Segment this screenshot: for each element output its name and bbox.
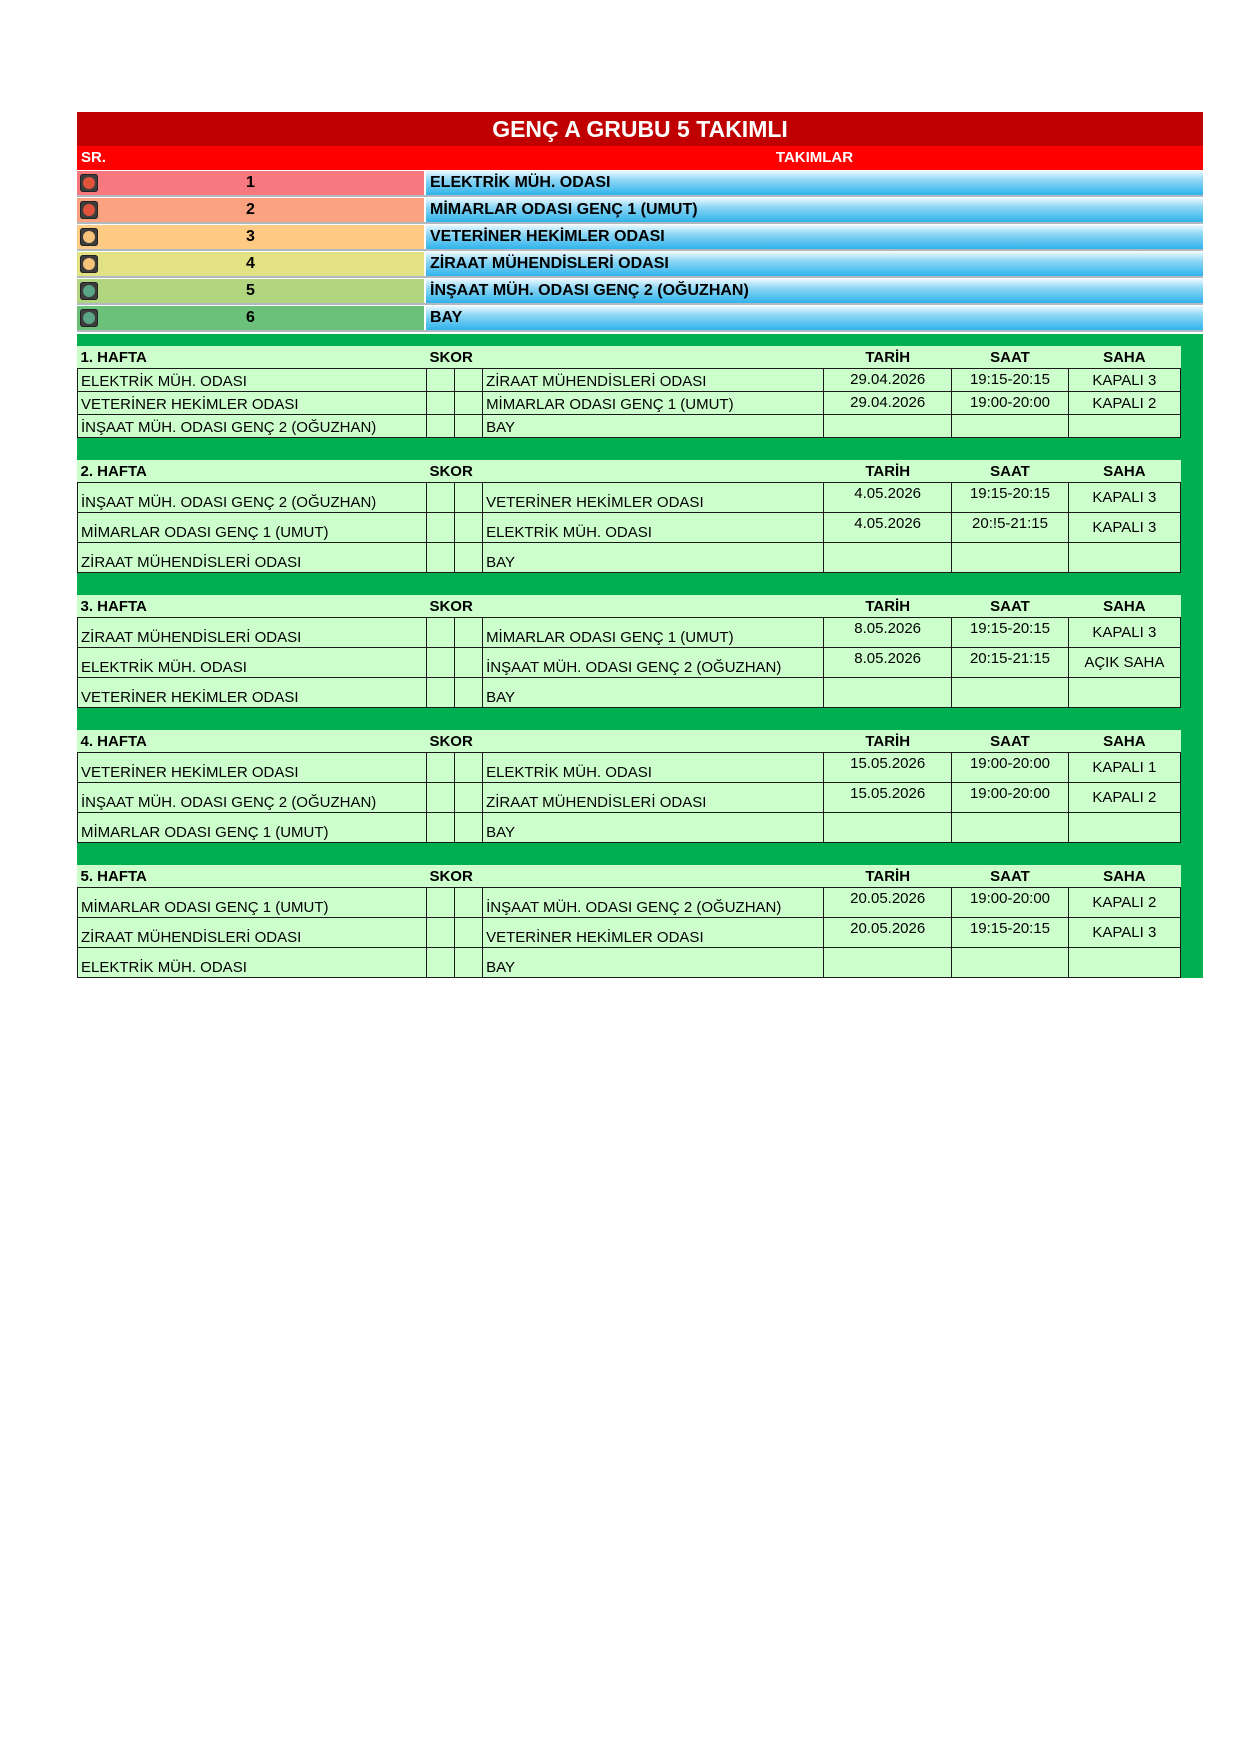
- home-team: İNŞAAT MÜH. ODASI GENÇ 2 (OĞUZHAN): [78, 415, 427, 438]
- teams-list: [77, 170, 1203, 332]
- date-header: TARİH: [865, 462, 911, 480]
- time-header: SAAT: [990, 597, 1030, 615]
- team-number: 1: [246, 174, 255, 191]
- fixture-schedule: [77, 334, 1203, 978]
- week-label: 5. HAFTA: [80, 867, 147, 885]
- team-number-cell: [77, 279, 424, 303]
- match-row: [78, 648, 1181, 678]
- match-time: 19:15-20:15: [952, 618, 1068, 648]
- away-team: BAY: [483, 415, 824, 438]
- match-date: 29.04.2026: [824, 369, 952, 392]
- week-block: [77, 346, 1181, 438]
- match-row: [78, 543, 1181, 573]
- away-team: BAY: [483, 543, 824, 573]
- match-row: [78, 948, 1181, 978]
- home-team: ZİRAAT MÜHENDİSLERİ ODASI: [78, 618, 427, 648]
- match-field: KAPALI 2: [1068, 392, 1180, 415]
- fixture-table: [77, 595, 1181, 708]
- date-header: TARİH: [865, 867, 911, 885]
- field-header: SAHA: [1103, 462, 1146, 480]
- match-row: [78, 513, 1181, 543]
- week-header-row: [78, 346, 1181, 369]
- team-row: [77, 278, 1203, 305]
- home-score-cell[interactable]: [426, 513, 454, 543]
- match-time: [952, 415, 1068, 438]
- fixture-table: [77, 730, 1181, 843]
- match-field: KAPALI 2: [1068, 888, 1180, 918]
- home-team: VETERİNER HEKİMLER ODASI: [78, 678, 427, 708]
- away-team: BAY: [483, 813, 824, 843]
- match-date: 15.05.2026: [824, 753, 952, 783]
- away-team: BAY: [483, 948, 824, 978]
- match-date: 29.04.2026: [824, 392, 952, 415]
- team-row: [77, 197, 1203, 224]
- match-date: [824, 543, 952, 573]
- spreadsheet-page: [77, 112, 1203, 978]
- team-number-cell: [77, 198, 424, 222]
- match-field: KAPALI 3: [1068, 918, 1180, 948]
- away-team: İNŞAAT MÜH. ODASI GENÇ 2 (OĞUZHAN): [483, 888, 824, 918]
- match-row: [78, 813, 1181, 843]
- match-time: [952, 678, 1068, 708]
- away-score-cell[interactable]: [455, 753, 483, 783]
- home-team: MİMARLAR ODASI GENÇ 1 (UMUT): [78, 813, 427, 843]
- score-header: SKOR: [429, 867, 473, 885]
- match-row: [78, 483, 1181, 513]
- match-field: KAPALI 3: [1068, 618, 1180, 648]
- away-score-cell[interactable]: [455, 813, 483, 843]
- match-row: [78, 415, 1181, 438]
- match-row: [78, 618, 1181, 648]
- away-team: ELEKTRİK MÜH. ODASI: [483, 753, 824, 783]
- match-field: [1068, 415, 1180, 438]
- away-score-cell[interactable]: [455, 392, 483, 415]
- away-score-cell[interactable]: [455, 948, 483, 978]
- match-time: [952, 543, 1068, 573]
- home-score-cell[interactable]: [426, 918, 454, 948]
- team-number-cell: [77, 252, 424, 276]
- team-number: 5: [246, 282, 255, 299]
- match-time: [952, 813, 1068, 843]
- home-score-cell[interactable]: [426, 648, 454, 678]
- fixture-table: [77, 346, 1181, 438]
- away-team: ZİRAAT MÜHENDİSLERİ ODASI: [483, 369, 824, 392]
- teams-column-header: TAKIMLAR: [775, 149, 854, 166]
- team-row: [77, 251, 1203, 278]
- home-team: VETERİNER HEKİMLER ODASI: [78, 753, 427, 783]
- teams-header: [77, 146, 1203, 170]
- field-header: SAHA: [1103, 732, 1146, 750]
- home-score-cell[interactable]: [426, 888, 454, 918]
- match-date: [824, 813, 952, 843]
- home-team: MİMARLAR ODASI GENÇ 1 (UMUT): [78, 513, 427, 543]
- score-header: SKOR: [429, 348, 473, 366]
- week-label: 2. HAFTA: [80, 462, 147, 480]
- week-label: 4. HAFTA: [80, 732, 147, 750]
- match-row: [78, 678, 1181, 708]
- home-team: ELEKTRİK MÜH. ODASI: [78, 648, 427, 678]
- match-field: [1068, 948, 1180, 978]
- match-time: 19:00-20:00: [952, 392, 1068, 415]
- away-score-cell[interactable]: [455, 783, 483, 813]
- away-team: BAY: [483, 678, 824, 708]
- team-row: [77, 170, 1203, 197]
- away-team: MİMARLAR ODASI GENÇ 1 (UMUT): [483, 618, 824, 648]
- score-header: SKOR: [429, 597, 473, 615]
- match-time: 20:!5-21:15: [952, 513, 1068, 543]
- match-date: 8.05.2026: [824, 648, 952, 678]
- home-score-cell[interactable]: [426, 369, 454, 392]
- match-time: 20:15-21:15: [952, 648, 1068, 678]
- match-date: 15.05.2026: [824, 783, 952, 813]
- away-score-cell[interactable]: [455, 888, 483, 918]
- home-score-cell[interactable]: [426, 392, 454, 415]
- away-team: VETERİNER HEKİMLER ODASI: [483, 918, 824, 948]
- away-score-cell[interactable]: [455, 415, 483, 438]
- match-field: KAPALI 3: [1068, 369, 1180, 392]
- week-block: [77, 730, 1181, 843]
- match-row: [78, 753, 1181, 783]
- away-score-cell[interactable]: [455, 369, 483, 392]
- match-time: [952, 948, 1068, 978]
- team-row: [77, 305, 1203, 332]
- home-score-cell[interactable]: [426, 618, 454, 648]
- match-time: 19:00-20:00: [952, 783, 1068, 813]
- match-date: 8.05.2026: [824, 618, 952, 648]
- team-name: ZİRAAT MÜHENDİSLERİ ODASI: [426, 252, 1203, 276]
- team-number: 6: [246, 309, 255, 326]
- team-number: 2: [246, 201, 255, 218]
- match-date: 4.05.2026: [824, 483, 952, 513]
- away-team: İNŞAAT MÜH. ODASI GENÇ 2 (OĞUZHAN): [483, 648, 824, 678]
- week-header-row: [78, 595, 1181, 618]
- week-block: [77, 595, 1181, 708]
- away-team: MİMARLAR ODASI GENÇ 1 (UMUT): [483, 392, 824, 415]
- home-team: ELEKTRİK MÜH. ODASI: [78, 369, 427, 392]
- home-team: ELEKTRİK MÜH. ODASI: [78, 948, 427, 978]
- match-field: KAPALI 3: [1068, 483, 1180, 513]
- match-field: [1068, 543, 1180, 573]
- match-time: 19:15-20:15: [952, 369, 1068, 392]
- score-header: SKOR: [429, 462, 473, 480]
- team-name: BAY: [426, 306, 1203, 330]
- team-row: [77, 224, 1203, 251]
- date-header: TARİH: [865, 348, 911, 366]
- match-row: [78, 888, 1181, 918]
- team-number-cell: [77, 306, 424, 330]
- home-team: ZİRAAT MÜHENDİSLERİ ODASI: [78, 543, 427, 573]
- match-date: [824, 415, 952, 438]
- match-date: 20.05.2026: [824, 918, 952, 948]
- match-date: 4.05.2026: [824, 513, 952, 543]
- home-team: VETERİNER HEKİMLER ODASI: [78, 392, 427, 415]
- home-team: İNŞAAT MÜH. ODASI GENÇ 2 (OĞUZHAN): [78, 783, 427, 813]
- field-header: SAHA: [1103, 867, 1146, 885]
- score-header: SKOR: [429, 732, 473, 750]
- team-name: VETERİNER HEKİMLER ODASI: [426, 225, 1203, 249]
- away-team: ZİRAAT MÜHENDİSLERİ ODASI: [483, 783, 824, 813]
- match-time: 19:15-20:15: [952, 918, 1068, 948]
- fixture-table: [77, 460, 1181, 573]
- home-score-cell[interactable]: [426, 813, 454, 843]
- match-row: [78, 918, 1181, 948]
- away-score-cell[interactable]: [455, 513, 483, 543]
- match-date: [824, 678, 952, 708]
- match-field: KAPALI 3: [1068, 513, 1180, 543]
- time-header: SAAT: [990, 867, 1030, 885]
- away-team: VETERİNER HEKİMLER ODASI: [483, 483, 824, 513]
- team-name: MİMARLAR ODASI GENÇ 1 (UMUT): [426, 198, 1203, 222]
- date-header: TARİH: [865, 597, 911, 615]
- group-title: GENÇ A GRUBU 5 TAKIMLI: [77, 112, 1203, 146]
- week-block: [77, 865, 1181, 978]
- match-date: [824, 948, 952, 978]
- match-time: 19:00-20:00: [952, 888, 1068, 918]
- away-score-cell[interactable]: [455, 648, 483, 678]
- week-header-row: [78, 865, 1181, 888]
- field-header: SAHA: [1103, 597, 1146, 615]
- match-field: KAPALI 1: [1068, 753, 1180, 783]
- team-number: 4: [246, 255, 255, 272]
- away-score-cell[interactable]: [455, 543, 483, 573]
- week-label: 3. HAFTA: [80, 597, 147, 615]
- team-name: İNŞAAT MÜH. ODASI GENÇ 2 (OĞUZHAN): [426, 279, 1203, 303]
- match-field: [1068, 813, 1180, 843]
- week-header-row: [78, 730, 1181, 753]
- home-score-cell[interactable]: [426, 753, 454, 783]
- team-name: ELEKTRİK MÜH. ODASI: [426, 171, 1203, 195]
- field-header: SAHA: [1103, 348, 1146, 366]
- time-header: SAAT: [990, 732, 1030, 750]
- match-field: AÇIK SAHA: [1068, 648, 1180, 678]
- home-score-cell[interactable]: [426, 415, 454, 438]
- team-number-cell: [77, 171, 424, 195]
- away-score-cell[interactable]: [455, 678, 483, 708]
- week-header-row: [78, 460, 1181, 483]
- team-number: 3: [246, 228, 255, 245]
- home-score-cell[interactable]: [426, 948, 454, 978]
- sr-column-header: SR.: [81, 149, 107, 166]
- home-score-cell[interactable]: [426, 543, 454, 573]
- row-divider: [77, 330, 1203, 332]
- time-header: SAAT: [990, 348, 1030, 366]
- match-field: [1068, 678, 1180, 708]
- home-team: ZİRAAT MÜHENDİSLERİ ODASI: [78, 918, 427, 948]
- fixture-table: [77, 865, 1181, 978]
- home-score-cell[interactable]: [426, 483, 454, 513]
- time-header: SAAT: [990, 462, 1030, 480]
- date-header: TARİH: [865, 732, 911, 750]
- team-number-cell: [77, 225, 424, 249]
- home-team: MİMARLAR ODASI GENÇ 1 (UMUT): [78, 888, 427, 918]
- week-label: 1. HAFTA: [80, 348, 147, 366]
- home-score-cell[interactable]: [426, 678, 454, 708]
- match-time: 19:15-20:15: [952, 483, 1068, 513]
- away-score-cell[interactable]: [455, 618, 483, 648]
- match-row: [78, 783, 1181, 813]
- match-row: [78, 369, 1181, 392]
- match-field: KAPALI 2: [1068, 783, 1180, 813]
- match-date: 20.05.2026: [824, 888, 952, 918]
- week-block: [77, 460, 1181, 573]
- home-team: İNŞAAT MÜH. ODASI GENÇ 2 (OĞUZHAN): [78, 483, 427, 513]
- away-team: ELEKTRİK MÜH. ODASI: [483, 513, 824, 543]
- away-score-cell[interactable]: [455, 918, 483, 948]
- home-score-cell[interactable]: [426, 783, 454, 813]
- match-time: 19:00-20:00: [952, 753, 1068, 783]
- away-score-cell[interactable]: [455, 483, 483, 513]
- match-row: [78, 392, 1181, 415]
